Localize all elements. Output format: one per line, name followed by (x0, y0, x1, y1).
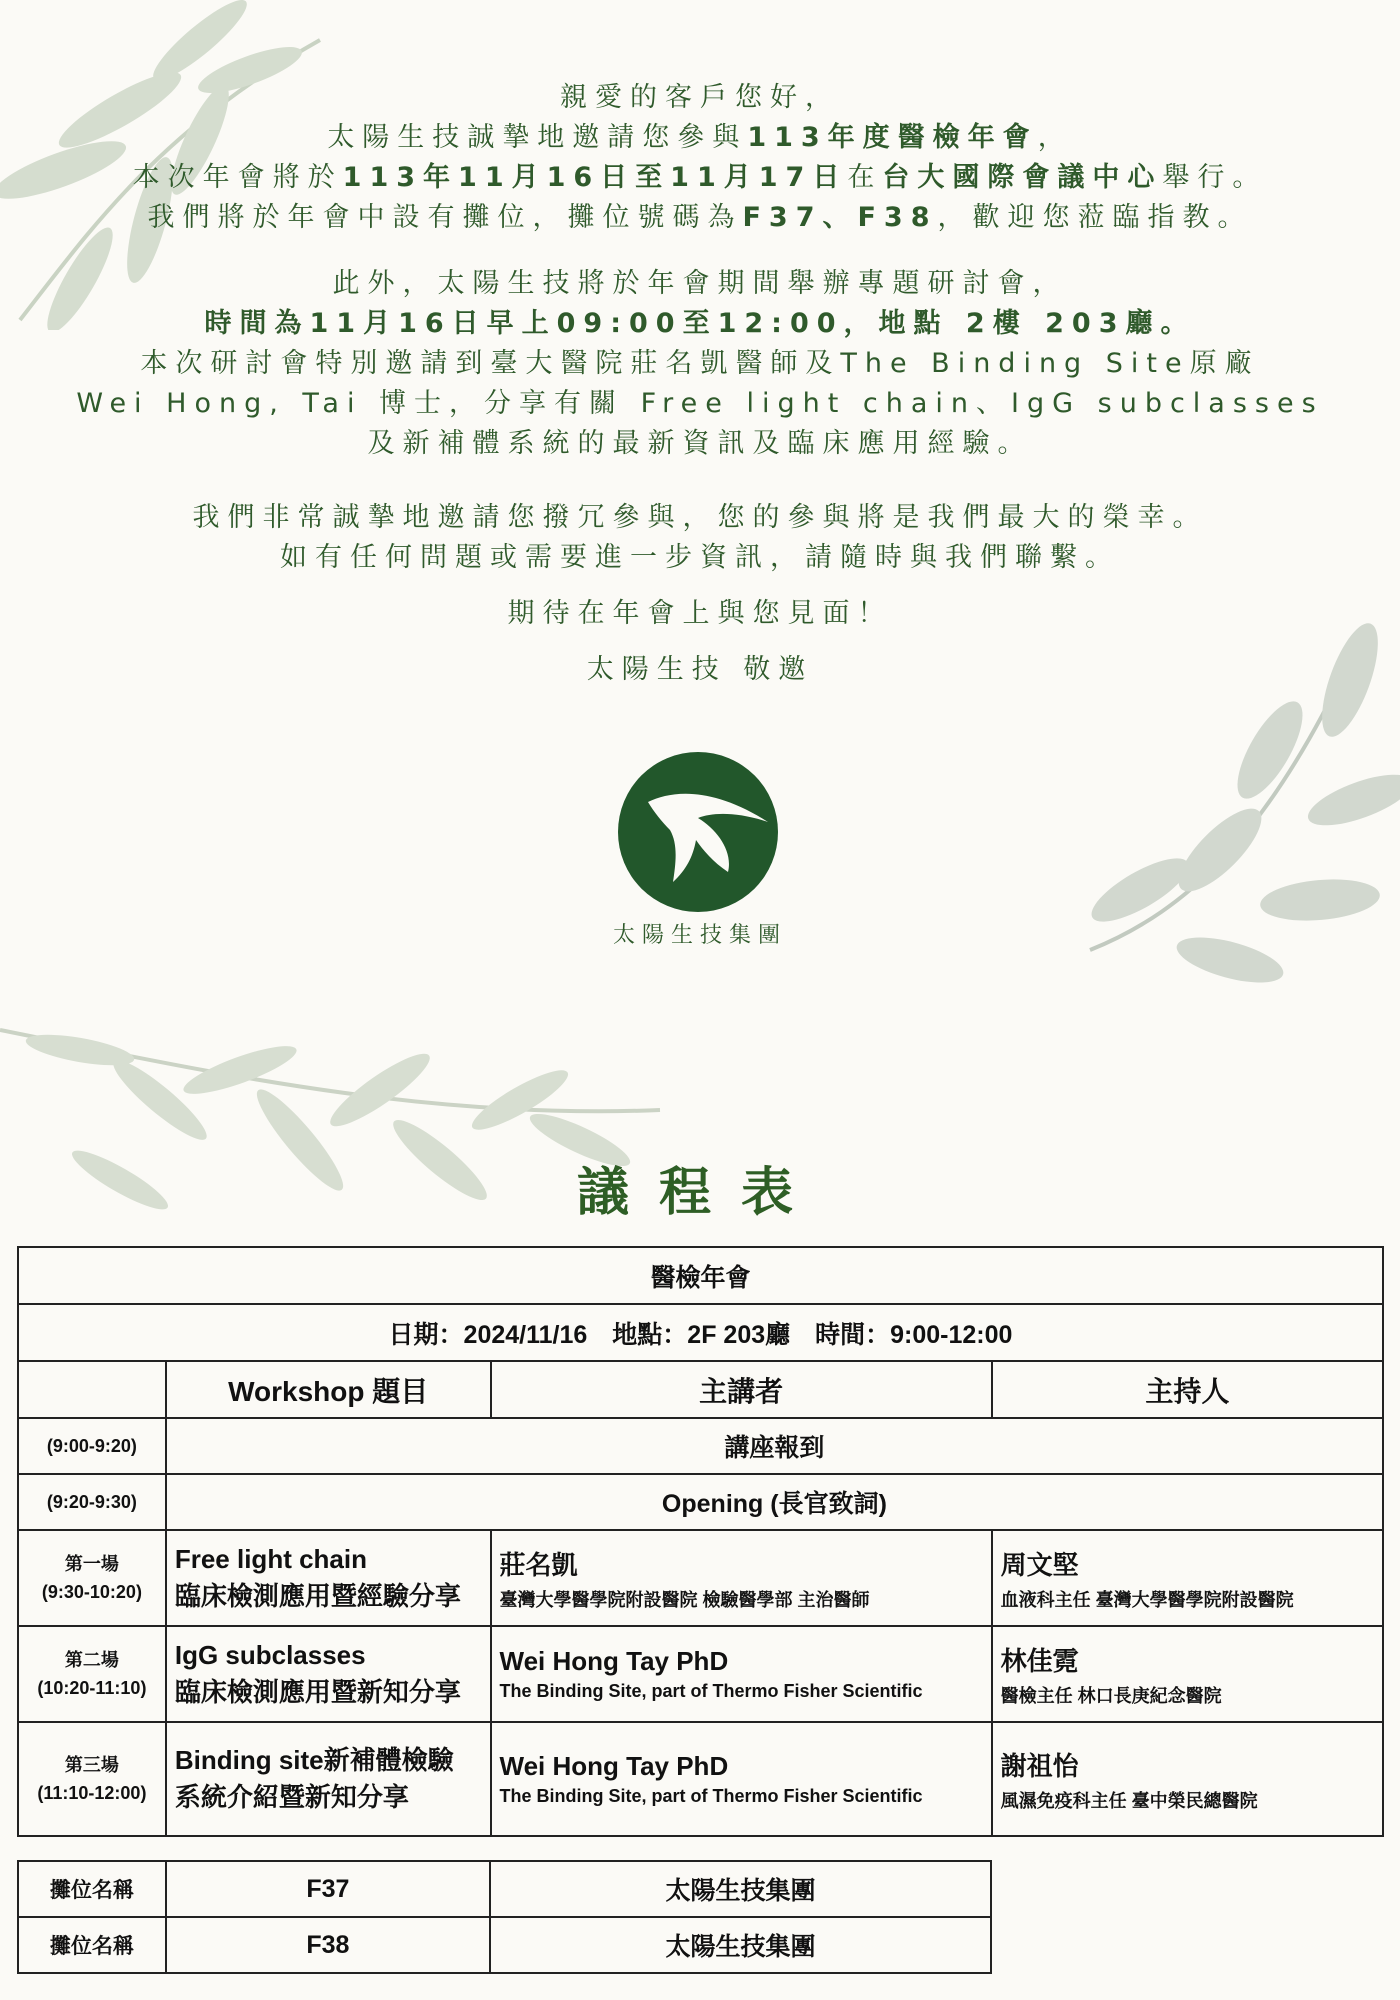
contact-line: 如有任何問題或需要進一步資訊，請隨時與我們聯繫。 (280, 542, 1120, 573)
booth-number: F37 (166, 1861, 490, 1917)
signature: 太陽生技 敬邀 (586, 654, 814, 685)
host-name: 謝祖怡 (1000, 1750, 1079, 1781)
time-cell: (9:00-9:20) (18, 1418, 166, 1474)
table-row (18, 1304, 1383, 1361)
event-date: 113年11月16日至11月17日 (342, 162, 848, 193)
booth-label: 攤位名稱 (18, 1917, 166, 1973)
speaker-cell (491, 1626, 992, 1722)
text: 在 (847, 162, 883, 193)
agenda-title: 議程表 (576, 1162, 823, 1223)
speaker-cell (491, 1722, 992, 1836)
speaker-name: 莊名凱 (499, 1549, 578, 1580)
table-row (18, 1626, 1383, 1722)
seminar-speakers-line: 本次研討會特別邀請到臺大醫院莊名凱醫師及The Binding Site原廠 (140, 348, 1260, 379)
host-cell (992, 1722, 1383, 1836)
booth-company: 太陽生技集團 (490, 1861, 991, 1917)
table-row (18, 1722, 1383, 1836)
session-subtitle: 系統介紹暨新知分享 (174, 1782, 409, 1812)
session-title: Binding site新補體檢驗 (174, 1745, 454, 1775)
title-cell (166, 1530, 491, 1626)
host-org: 血液科主任 臺灣大學醫學院附設醫院 (1000, 1589, 1294, 1610)
table-row (18, 1861, 991, 1917)
session-title: IgG subclasses (174, 1640, 366, 1670)
host-cell (992, 1626, 1383, 1722)
speaker-cell (491, 1530, 992, 1626)
closing: 期待在年會上與您見面！ (507, 598, 893, 629)
seminar-time: 時間為11月16日早上09:00至12:00，地點 2樓 203廳。 (204, 308, 1196, 339)
time-cell (18, 1530, 166, 1626)
table-row (18, 1530, 1383, 1626)
event-info: 日期：2024/11/16 地點：2F 203廳 時間：9:00-12:00 (18, 1304, 1383, 1361)
invitation-line: 我們非常誠摯地邀請您撥冗參與，您的參與將是我們最大的榮幸。 (192, 502, 1208, 533)
venue: 台大國際會議中心 (882, 162, 1163, 193)
session-subtitle: 臨床檢測應用暨經驗分享 (174, 1581, 461, 1611)
table-row (18, 1418, 1383, 1474)
booth-label: 攤位名稱 (18, 1861, 166, 1917)
session-subtitle: 臨床檢測應用暨新知分享 (174, 1677, 461, 1707)
time-cell: (9:20-9:30) (18, 1474, 166, 1530)
event-title: 醫檢年會 (18, 1247, 1383, 1304)
speaker-org: The Binding Site, part of Thermo Fisher Scientific (499, 1786, 923, 1806)
column-header: Workshop 題目 (166, 1361, 491, 1418)
opening-cell: Opening (長官致詞) (166, 1474, 1383, 1530)
speaker-name: Wei Hong Tay PhD (499, 1751, 729, 1781)
host-org: 風濕免疫科主任 臺中榮民總醫院 (1000, 1790, 1258, 1811)
seminar-topics-line-2: 及新補體系統的最新資訊及臨床應用經驗。 (367, 428, 1033, 459)
agenda-table (17, 1246, 1384, 1837)
booth-table (17, 1860, 992, 1974)
table-row (18, 1474, 1383, 1530)
greeting: 親愛的客戶您好， (560, 82, 840, 113)
table-row (18, 1917, 991, 1973)
booth-number: F38 (166, 1917, 490, 1973)
company-name: 太陽生技集團 (612, 923, 787, 948)
company-logo (618, 752, 778, 912)
invitation-letter (0, 78, 1400, 690)
column-header (18, 1361, 166, 1418)
booth-company: 太陽生技集團 (490, 1917, 991, 1973)
session-title: Free light chain (174, 1544, 367, 1574)
title-cell (166, 1722, 491, 1836)
text: 我們將於年會中設有攤位，攤位號碼為 (147, 202, 743, 233)
session-name: 第一場 (64, 1554, 119, 1574)
bird-logo-icon (618, 752, 778, 912)
date-venue-line (0, 158, 1400, 198)
text: ， (1037, 122, 1073, 153)
host-org: 醫檢主任 林口長庚紀念醫院 (1000, 1685, 1222, 1706)
table-header-row (18, 1361, 1383, 1418)
host-cell (992, 1530, 1383, 1626)
text: 太陽生技誠摯地邀請您參與 (327, 122, 748, 153)
time-cell (18, 1626, 166, 1722)
speaker-org: 臺灣大學醫學院附設醫院 檢驗醫學部 主治醫師 (499, 1589, 870, 1610)
booth-line (0, 198, 1400, 238)
seminar-time-line (0, 304, 1400, 344)
session-name: 第二場 (64, 1650, 119, 1670)
checkin-cell: 講座報到 (166, 1418, 1383, 1474)
event-name: 113年度醫檢年會 (747, 122, 1038, 153)
seminar-topics-line: Wei Hong, Tai 博士，分享有關 Free light chain、IgG subclasses (76, 388, 1324, 419)
text: ，歡迎您蒞臨指教。 (937, 202, 1253, 233)
time-cell (18, 1722, 166, 1836)
column-header: 主講者 (491, 1361, 992, 1418)
session-name: 第三場 (64, 1755, 119, 1775)
text: 舉行。 (1162, 162, 1268, 193)
booth-numbers: F37、F38 (742, 202, 938, 233)
host-name: 林佳霓 (1000, 1645, 1079, 1676)
text: 本次年會將於 (132, 162, 343, 193)
session-time: (10:20-11:10) (37, 1678, 147, 1698)
host-name: 周文堅 (1000, 1549, 1079, 1580)
session-time: (11:10-12:00) (37, 1783, 147, 1803)
speaker-org: The Binding Site, part of Thermo Fisher Scientific (499, 1681, 923, 1701)
invite-line (0, 118, 1400, 158)
speaker-name: Wei Hong Tay PhD (499, 1646, 729, 1676)
title-cell (166, 1626, 491, 1722)
table-row (18, 1247, 1383, 1304)
column-header: 主持人 (992, 1361, 1383, 1418)
session-time: (9:30-10:20) (41, 1582, 142, 1602)
seminar-line: 此外，太陽生技將於年會期間舉辦專題研討會， (332, 268, 1068, 299)
